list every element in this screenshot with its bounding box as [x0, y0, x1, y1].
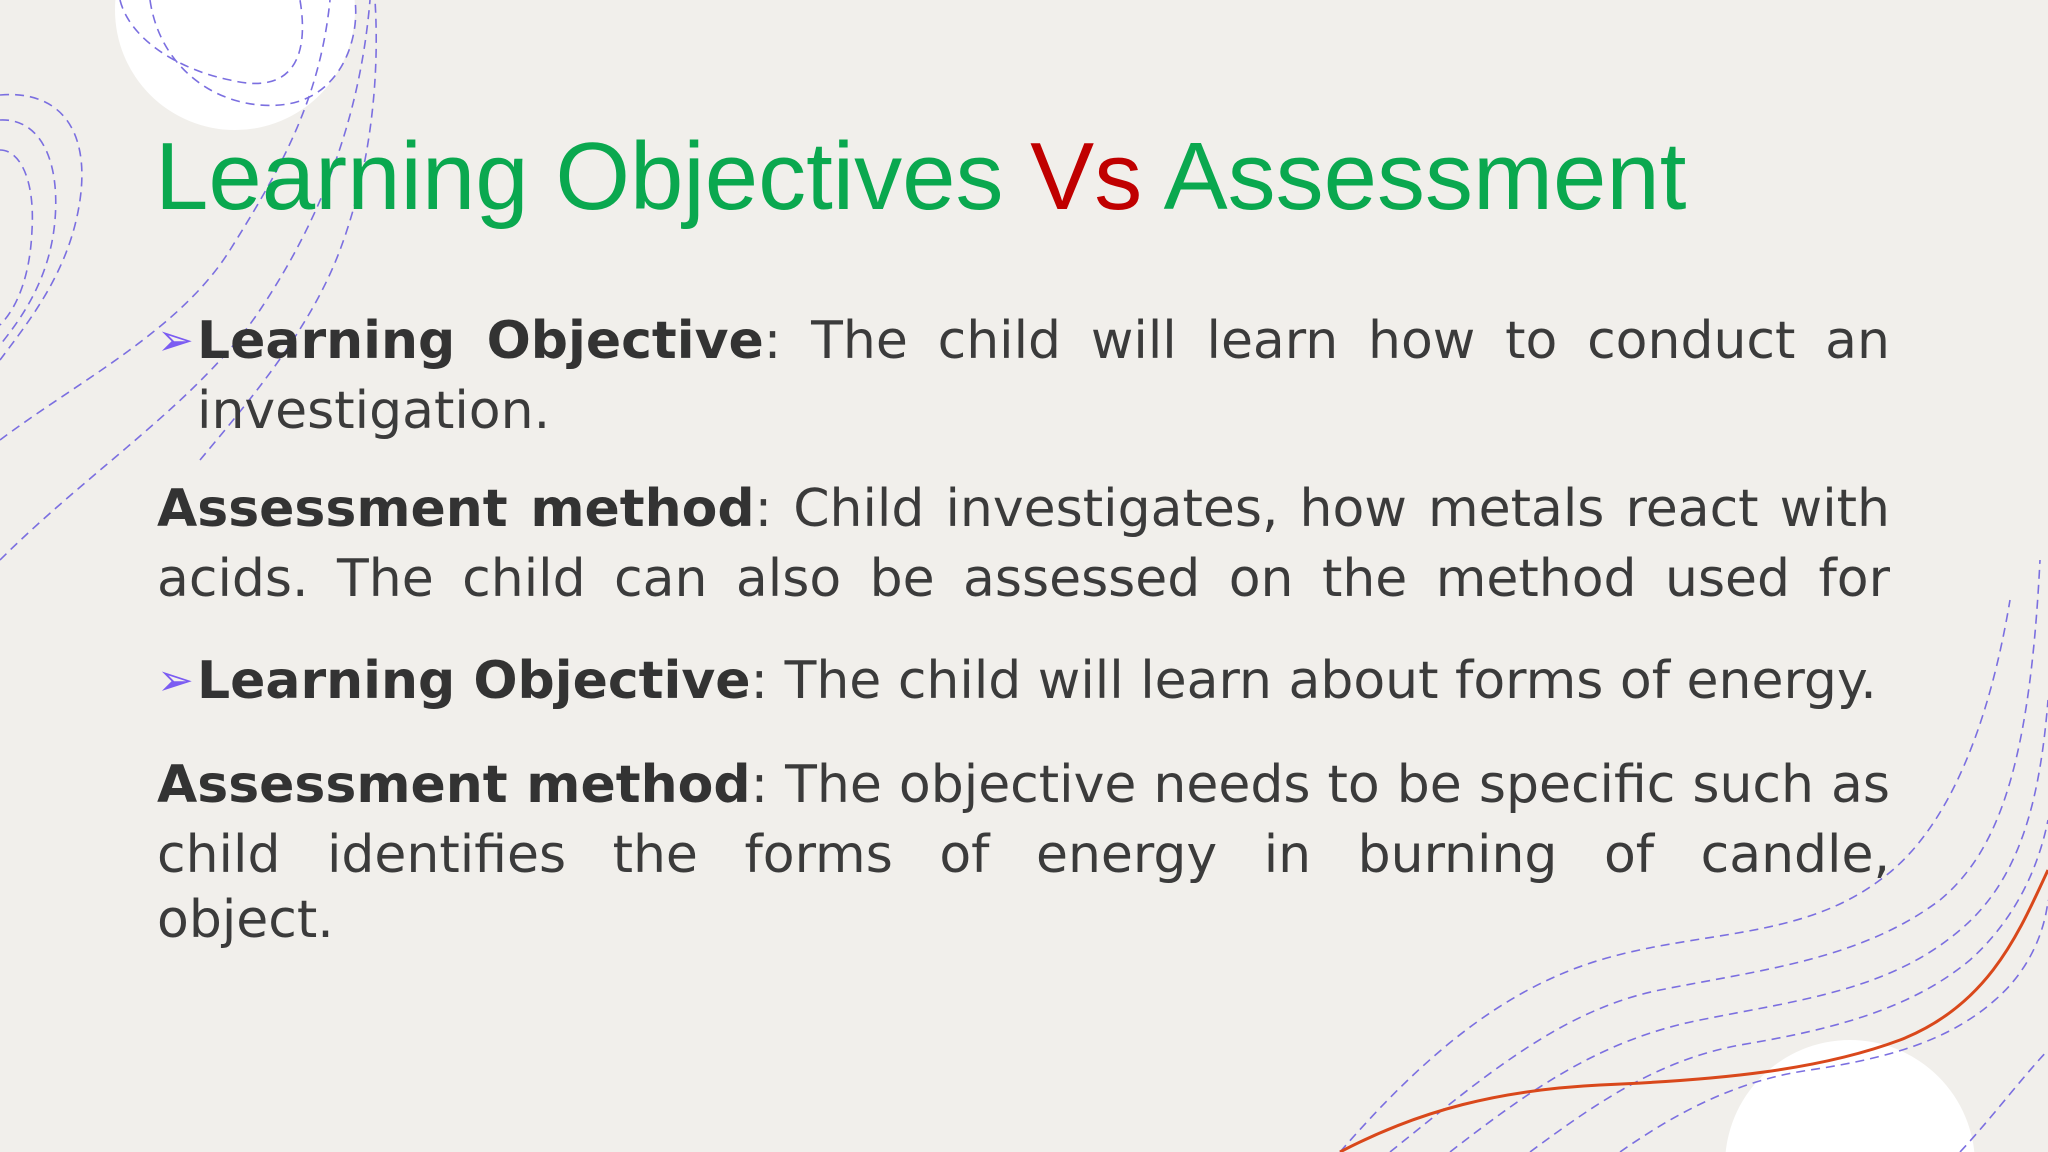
- item-text-line-2: investigation.: [197, 381, 551, 441]
- list-item: [197, 306, 1890, 446]
- item-colon: :: [750, 755, 769, 815]
- item-colon: :: [763, 311, 782, 371]
- item-text-line-3: object.: [157, 890, 334, 950]
- title-part-vs: Vs: [1030, 123, 1143, 230]
- decor-circle-top: [115, 0, 355, 130]
- item-text: The objective needs to be specific such as: [768, 755, 1890, 815]
- item-label: Assessment method: [157, 755, 751, 815]
- item-text: Child investigates, how metals react with: [772, 479, 1890, 539]
- slide-title: [155, 112, 1686, 242]
- list-item: [197, 646, 1890, 716]
- item-colon: :: [754, 479, 773, 539]
- item-label: Learning Objective: [197, 651, 751, 711]
- list-item-line: [157, 750, 1890, 820]
- item-label: Assessment method: [157, 479, 755, 539]
- title-part-3: Assessment: [1142, 123, 1687, 230]
- bullet-arrow-icon: ➢: [157, 655, 194, 706]
- bullet-arrow-icon: ➢: [157, 315, 194, 366]
- list-item-line: [197, 646, 1890, 716]
- list-item: [157, 750, 1890, 950]
- title-part-1: Learning Objectives: [155, 123, 1031, 230]
- list-item-line: [197, 306, 1890, 376]
- list-item-line: [157, 474, 1890, 544]
- item-text: The child will learn about forms of energy.: [768, 651, 1877, 711]
- item-text-line-2: acids. The child can also be assessed on the method used for: [157, 549, 1890, 609]
- item-text-line-2: child identifies the forms of energy in burning of candle,: [157, 825, 1890, 885]
- item-text: The child will learn how to conduct an: [781, 311, 1891, 371]
- list-item: [157, 474, 1890, 614]
- item-colon: :: [750, 651, 769, 711]
- item-label: Learning Objective: [197, 311, 764, 371]
